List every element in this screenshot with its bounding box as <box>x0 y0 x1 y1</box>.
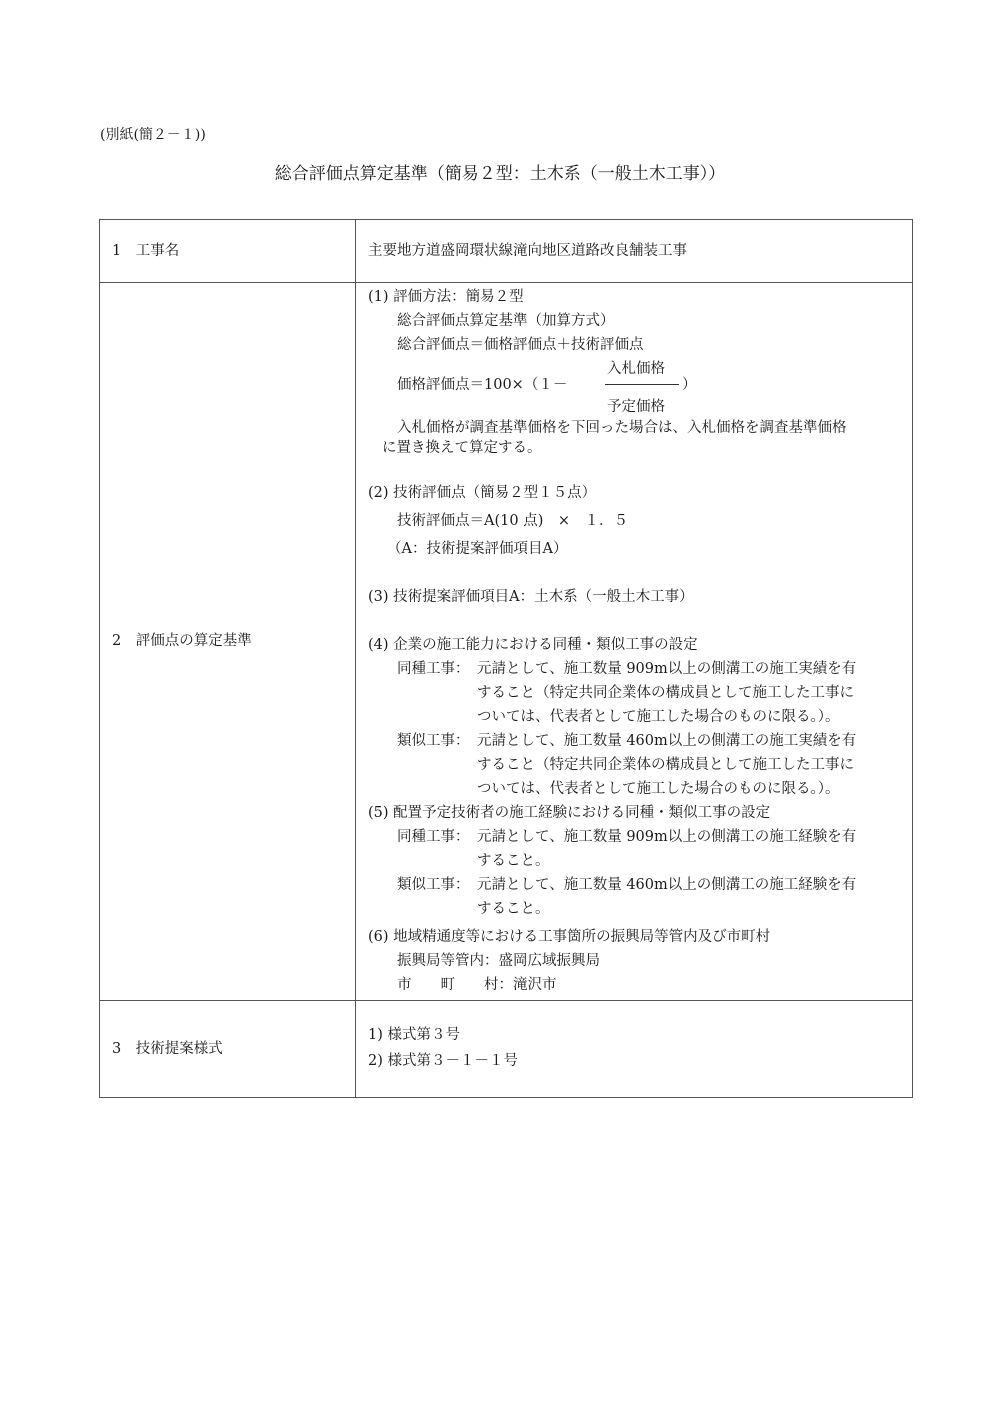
section-6-heading: (6) 地域精通度等における工事箇所の振興局等管内及び市町村 <box>368 929 771 945</box>
row-label-proposal-forms: 3 技術提案様式 <box>112 1041 223 1057</box>
municipality: 市 町 村：滝沢市 <box>397 977 557 993</box>
row-divider <box>100 282 912 283</box>
row-label-scoring-criteria: 2 評価点の算定基準 <box>112 633 252 649</box>
same-work-text: すること。 <box>477 853 550 869</box>
project-name-value: 主要地方道盛岡環状線滝向地区道路改良舗装工事 <box>368 243 687 259</box>
price-formula-close: ） <box>682 377 697 393</box>
similar-work-text: 元請として、施工数量 460m以上の側溝工の施工経験を有 <box>477 877 857 893</box>
same-work-label: 同種工事： <box>397 829 470 845</box>
section-1-note: に置き換えて算定する。 <box>382 440 542 456</box>
same-work-label: 同種工事： <box>397 661 470 677</box>
section-1-note: 入札価格が調査基準価格を下回った場合は、入札価格を調査基準価格 <box>397 420 847 436</box>
proposal-form-item: 2) 様式第３－１－１号 <box>368 1053 518 1069</box>
price-formula: 価格評価点＝100×（１－ <box>397 377 568 393</box>
column-divider <box>355 220 356 1097</box>
same-work-text: 元請として、施工数量 909m以上の側溝工の施工実績を有 <box>477 661 857 677</box>
similar-work-text: 元請として、施工数量 460m以上の側溝工の施工実績を有 <box>477 733 857 749</box>
region-office: 振興局等管内：盛岡広域振興局 <box>397 953 600 969</box>
similar-work-text: すること。 <box>477 901 550 917</box>
document-reference: (別紙(簡２－１)) <box>100 127 206 143</box>
row-label-project-name: 1 工事名 <box>112 243 180 259</box>
row-divider <box>100 1000 912 1001</box>
section-2-line: （A：技術提案評価項目A） <box>387 541 568 557</box>
same-work-text: ついては、代表者として施工した場合のものに限る。）。 <box>477 709 840 725</box>
similar-work-label: 類似工事： <box>397 733 470 749</box>
section-2-heading: (2) 技術評価点（簡易２型１５点） <box>368 485 597 501</box>
criteria-table <box>99 219 913 1098</box>
section-5-heading: (5) 配置予定技術者の施工経験における同種・類似工事の設定 <box>368 805 771 821</box>
proposal-form-item: 1) 様式第３号 <box>368 1027 460 1043</box>
section-1-line: 総合評価点算定基準（加算方式） <box>397 313 615 329</box>
fraction-bar <box>605 384 679 385</box>
section-4-heading: (4) 企業の施工能力における同種・類似工事の設定 <box>368 637 698 653</box>
fraction-numerator: 入札価格 <box>607 361 665 377</box>
document-title: 総合評価点算定基準（簡易２型：土木系（一般土木工事）） <box>274 164 726 184</box>
section-1-line: 総合評価点＝価格評価点＋技術評価点 <box>397 337 644 353</box>
similar-work-text: ついては、代表者として施工した場合のものに限る。）。 <box>477 781 840 797</box>
same-work-text: すること（特定共同企業体の構成員として施工した工事に <box>477 685 854 701</box>
same-work-text: 元請として、施工数量 909m以上の側溝工の施工経験を有 <box>477 829 857 845</box>
similar-work-text: すること（特定共同企業体の構成員として施工した工事に <box>477 757 854 773</box>
section-2-line: 技術評価点＝A(10 点) × １．５ <box>397 513 628 529</box>
section-1-heading: (1) 評価方法：簡易２型 <box>368 289 524 305</box>
similar-work-label: 類似工事： <box>397 877 470 893</box>
section-3-heading: (3) 技術提案評価項目A：土木系（一般土木工事） <box>368 589 694 605</box>
fraction-denominator: 予定価格 <box>607 399 665 415</box>
